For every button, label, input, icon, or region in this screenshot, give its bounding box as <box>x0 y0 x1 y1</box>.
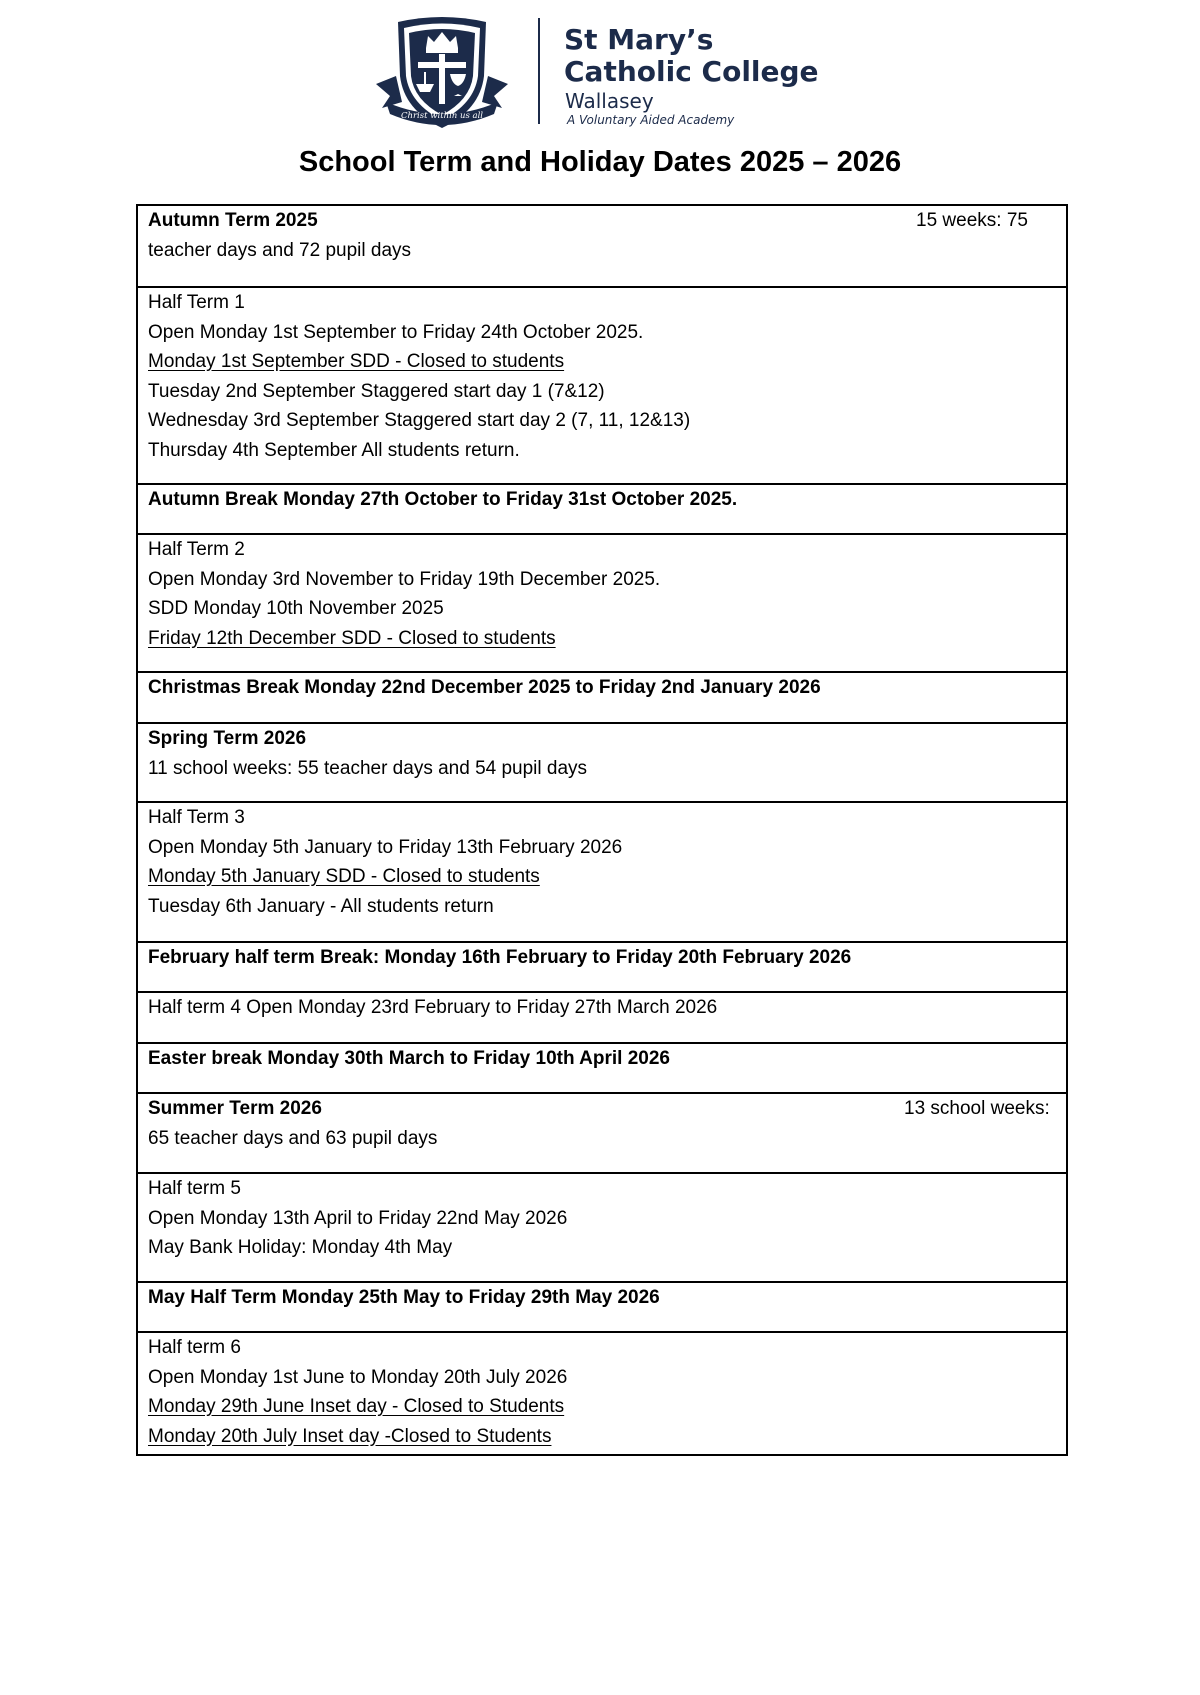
table-row <box>138 1281 1066 1331</box>
school-name-line1: St Mary’s <box>564 23 714 56</box>
row-line: Friday 12th December SDD - Closed to students <box>148 627 556 649</box>
row-line: Open Monday 5th January to Friday 13th February 2026 <box>148 836 623 858</box>
table-row <box>138 941 1066 991</box>
header-divider <box>538 18 540 124</box>
table-row <box>138 801 1066 941</box>
row-line: May Half Term Monday 25th May to Friday 29th May 2026 <box>148 1287 660 1308</box>
table-row <box>138 722 1066 801</box>
row-line: Christmas Break Monday 22nd December 2025 to Friday 2nd January 2026 <box>148 677 821 698</box>
table-row <box>138 1042 1066 1092</box>
table-row <box>138 1331 1066 1454</box>
page-title: School Term and Holiday Dates 2025 – 2026 <box>298 146 902 178</box>
row-line: Half term 5 <box>148 1178 241 1199</box>
school-name-line2: Catholic College <box>564 55 819 88</box>
row-line: Half Term 3 <box>148 807 245 828</box>
row-line: Half term 6 <box>148 1337 241 1358</box>
row-line: Monday 5th January SDD - Closed to students <box>148 866 540 887</box>
row-line: Thursday 4th September All students return. <box>148 439 520 461</box>
row-line: Tuesday 6th January - All students return <box>148 895 494 917</box>
row-line: Half Term 2 <box>148 539 245 560</box>
term-dates-table <box>136 204 1068 1456</box>
row-line: SDD Monday 10th November 2025 <box>148 598 444 619</box>
table-row <box>138 533 1066 671</box>
table-row <box>138 1172 1066 1281</box>
school-header <box>0 14 1200 134</box>
row-line: Monday 1st September SDD - Closed to students <box>148 351 565 372</box>
row-note: 13 school weeks: <box>904 1098 1050 1119</box>
row-line: Open Monday 3rd November to Friday 19th December 2025. <box>148 568 661 590</box>
row-line: Spring Term 2026 <box>148 728 307 749</box>
table-row <box>138 1092 1066 1172</box>
row-line: February half term Break: Monday 16th February to Friday 20th February 2026 <box>148 947 852 968</box>
school-status: A Voluntary Aided Academy <box>567 113 735 127</box>
row-line: Half Term 1 <box>148 292 245 313</box>
row-line: Summer Term 2026 <box>148 1098 322 1119</box>
row-line: Monday 20th July Inset day -Closed to Students <box>148 1425 552 1447</box>
row-line: Tuesday 2nd September Staggered start day 1 (7&12) <box>148 380 605 402</box>
row-line: 11 school weeks: 55 teacher days and 54 pupil days <box>148 757 588 779</box>
row-line: Open Monday 1st June to Monday 20th July 2026 <box>148 1366 568 1388</box>
row-line: Easter break Monday 30th March to Friday 10th April 2026 <box>148 1048 670 1069</box>
crest-motto: Christ within us all <box>400 111 484 121</box>
table-row <box>138 671 1066 722</box>
row-note: 15 weeks: 75 <box>916 210 1028 231</box>
table-row <box>138 483 1066 533</box>
row-line: teacher days and 72 pupil days <box>148 239 412 261</box>
table-row <box>138 206 1066 286</box>
school-town: Wallasey <box>565 89 654 113</box>
table-row <box>138 286 1066 483</box>
row-line: Monday 29th June Inset day - Closed to Students <box>148 1396 565 1417</box>
row-line: Half term 4 Open Monday 23rd February to Friday 27th March 2026 <box>148 997 718 1018</box>
row-line: May Bank Holiday: Monday 4th May <box>148 1237 453 1258</box>
row-line: Wednesday 3rd September Staggered start day 2 (7, 11, 12&13) <box>148 410 691 431</box>
row-line: Open Monday 1st September to Friday 24th October 2025. <box>148 321 644 343</box>
school-crest-icon <box>372 14 512 132</box>
row-line: 65 teacher days and 63 pupil days <box>148 1127 438 1149</box>
school-name <box>564 24 819 88</box>
row-line: Autumn Term 2025 <box>148 210 318 231</box>
row-line: Autumn Break Monday 27th October to Friday 31st October 2025. <box>148 489 738 510</box>
table-row <box>138 991 1066 1042</box>
row-line: Open Monday 13th April to Friday 22nd May 2026 <box>148 1207 568 1229</box>
